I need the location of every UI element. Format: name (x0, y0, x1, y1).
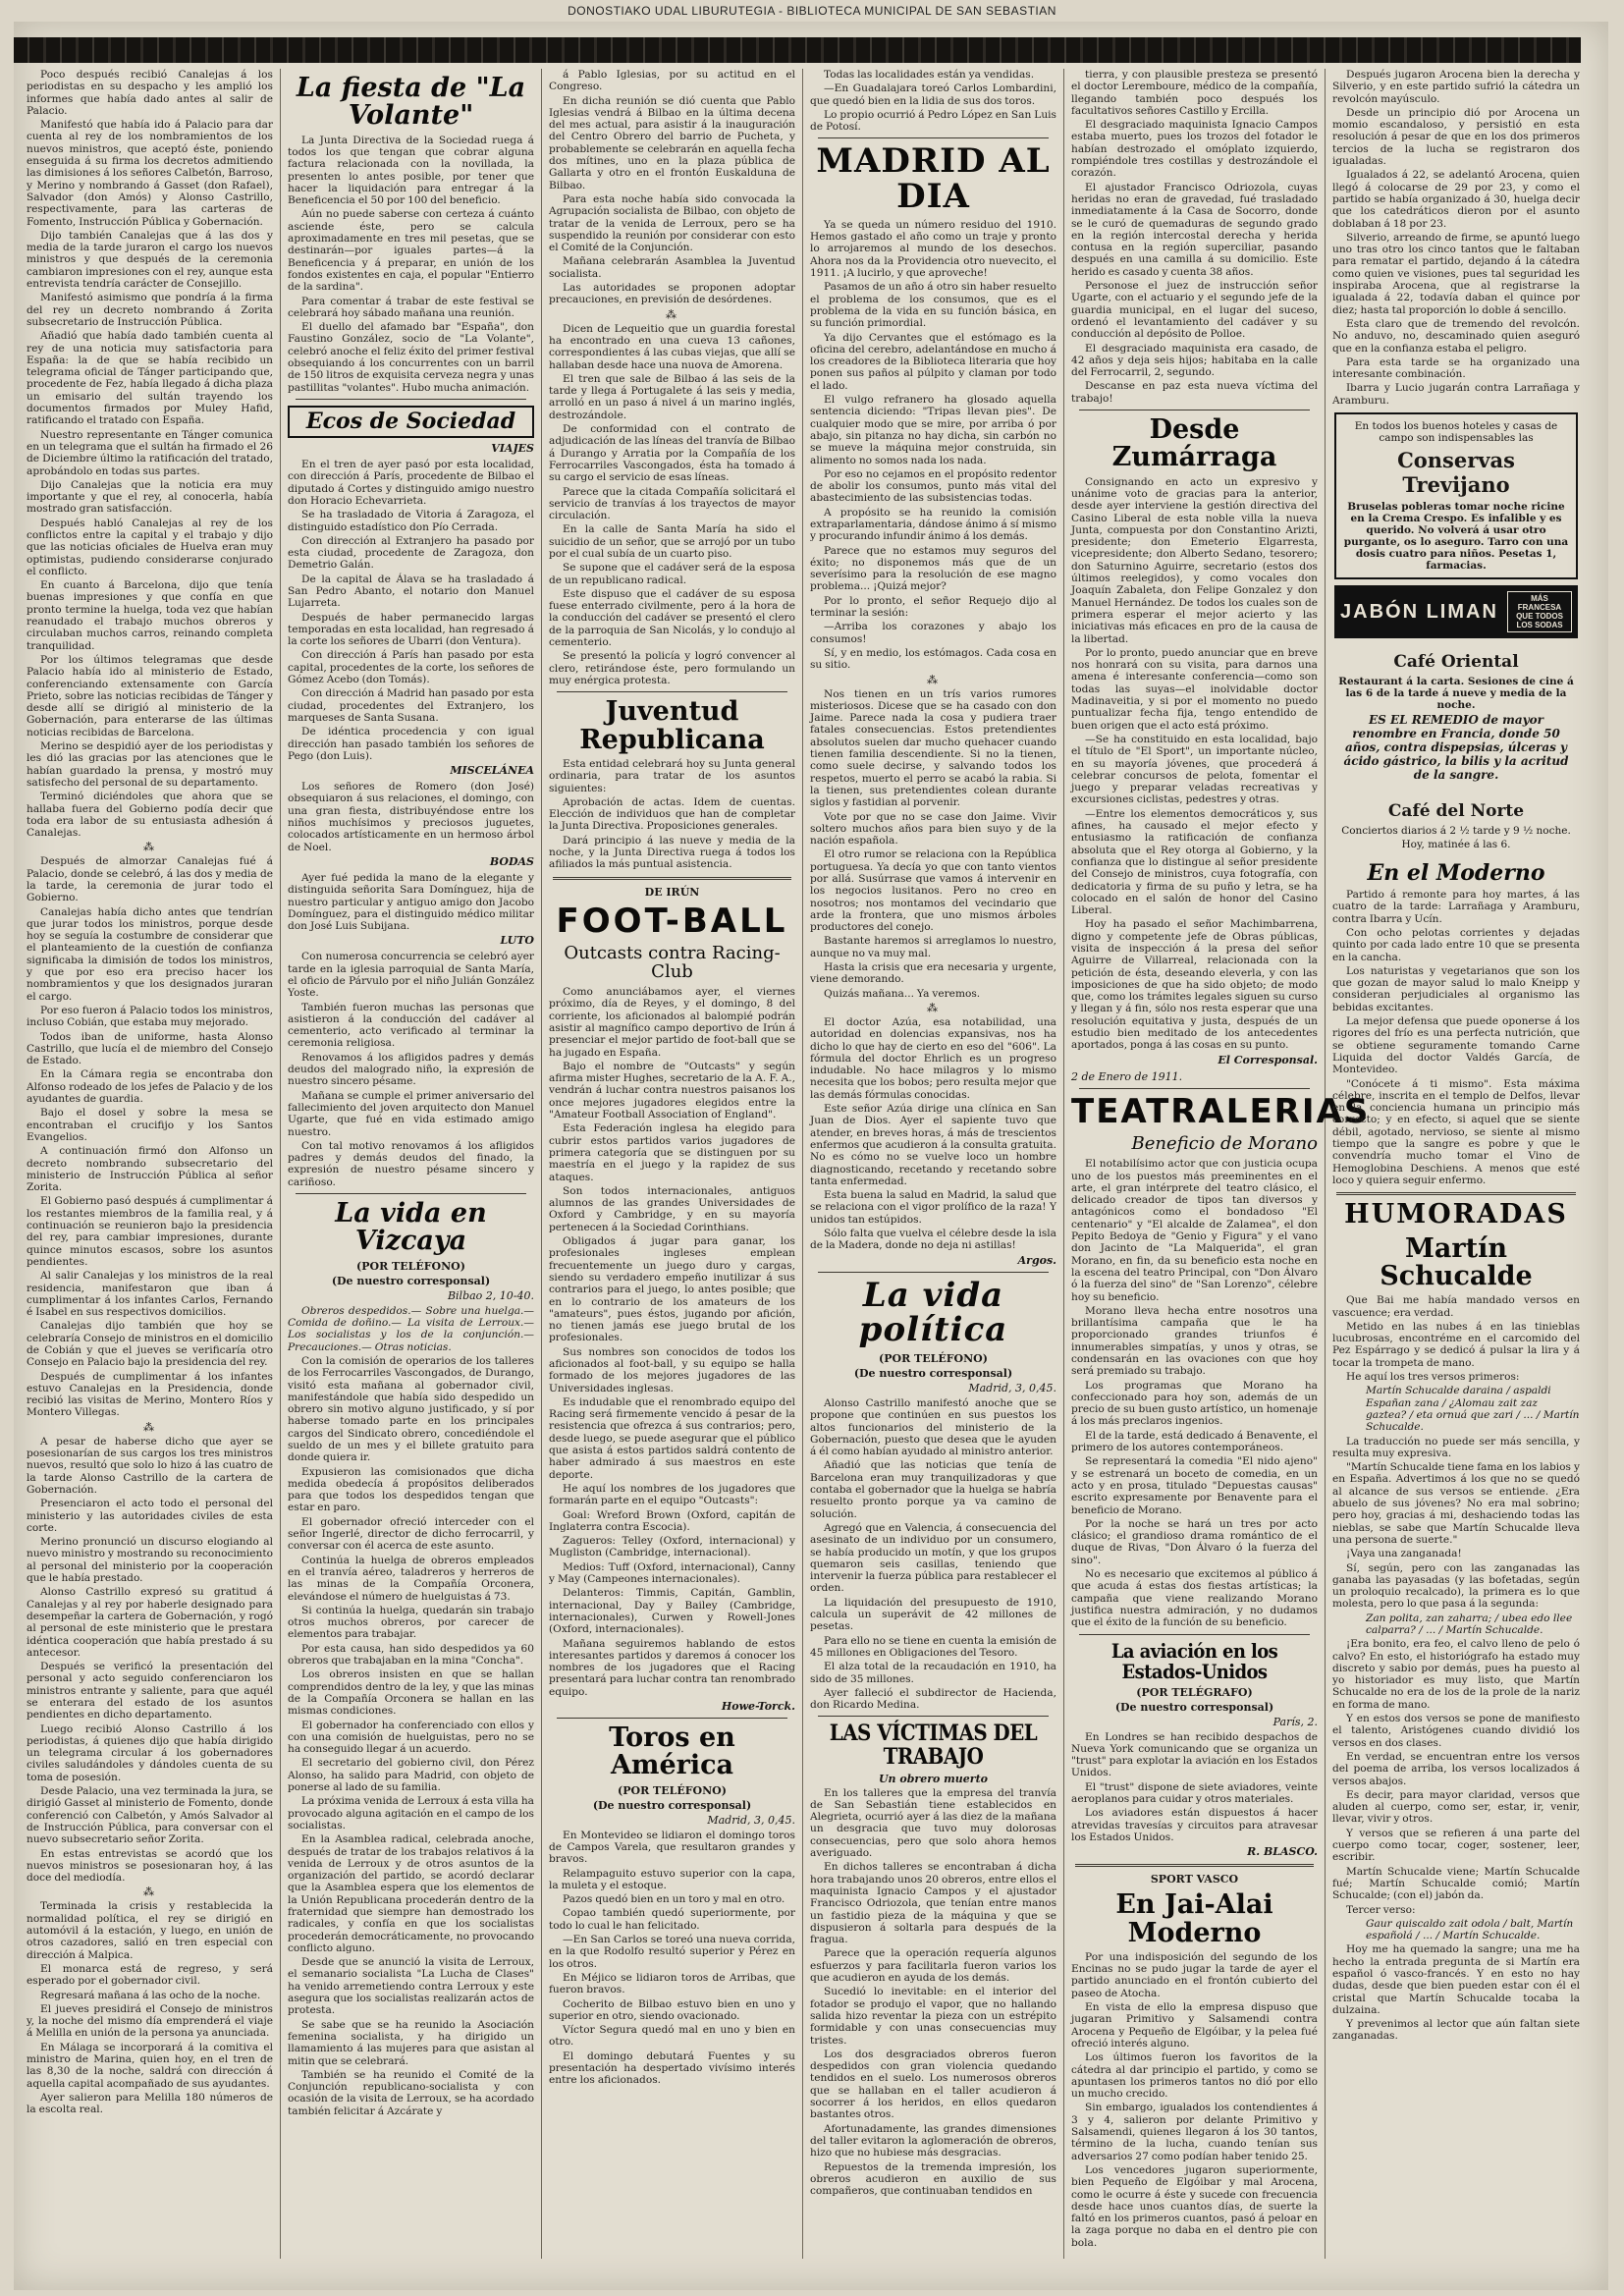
signature: Howe-Torck. (721, 1700, 795, 1713)
paragraph: Sucedió lo inevitable: en el interior del fotador se produjo el vapor, que no hallando salida hizo reventar la pieza con un estrépito formidable y con unas consecuencias muy tristes. (810, 1986, 1056, 2047)
headline-jai-alai-moderno: En Jai-Alai Moderno (1115, 1889, 1273, 1948)
subhead: (POR TELÉFONO) (356, 1259, 465, 1273)
paragraph: Esta entidad celebrará hoy su Junta general ordinaria, para tratar de los asuntos siguientes: (549, 757, 795, 794)
headline-aviacion-estados-unidos: La aviación en los Estados-Unidos (1110, 1638, 1278, 1683)
paragraph: Renovamos á los afligidos padres y demás deudos del malogrado niño, la expresión de nuestro sincero pésame. (288, 1051, 534, 1088)
paragraph: Se supone que el cadáver será de la esposa de un republicano radical. (549, 562, 795, 586)
paragraph: "Conócete á ti mismo". Esta máxima célebre, inscrita en el templo de Delfos, llevar en la conciencia humana un principio más correcto; y en efecto, si aquel que se siente débil, agotado, nervioso, se siente al mismo tiempo que la sangre es pobre y que le convendría mucho tomar el Vino de Hemoglobina Deschiens. A menos que esté loco y quiera seguir enfermo. (1332, 1077, 1580, 1186)
paragraph: Los naturistas y vegetarianos que son los que gozan de mayor salud lo malo Kneipp y consideran perjudiciales al organismo las bebidas excitantes. (1332, 964, 1580, 1013)
paragraph: El secretario del gobierno civil, don Pérez Alonso, ha salido para Madrid, con objeto de ponerse al lado de su familia. (288, 1757, 534, 1794)
headline-en-el-moderno: En el Moderno (1367, 860, 1545, 887)
paragraph: Hasta la crisis que era necesaria y urgente, viene demorando. (810, 961, 1056, 986)
paragraph: Bastante haremos si arreglamos lo nuestro, aunque no va muy mal. (810, 935, 1056, 959)
paragraph: En Málaga se incorporará á la comitiva el ministro de Marina, quien hoy, en el tren de las 8,30 de la noche, saldrá con dirección á aquella capital acompañado de sus ayudantes. (27, 2041, 273, 2090)
paragraph: En Montevideo se lidiaron el domingo toros de Campos Varela, que resultaron grandes y bravos. (549, 1829, 795, 1866)
paragraph: Hoy ha pasado el señor Machimbarrena, digno y competente jefe de Obras públicas, visita de inspección á la presa del señor Aguirre de Villarreal, relacionada con la petición de ésta, deseando eleverla, y con las imposiciones de que ha sido objeto; de modo que, como los trámites legales siguen su curso y llegan y á fin, sólo nos resta esperar que una resolución equitativa y justa, después de un estudio bien meditado de los antecedentes aportados, ponga á las cosas en su punto. (1071, 918, 1318, 1052)
divider (296, 1193, 526, 1194)
paragraph: El doctor Azúa, esa notabilidad, una autoridad en dolencias expansivas, nos ha dicho lo que hay de cierto en eso del "606". La fórmula del doctor Ehrlich es un progreso indudable. No hace milagros y lo mismo necesita que los bobos; pero resulta mejor que las demás fórmulas conocidas. (810, 1015, 1056, 1101)
ad-text: Hoy, matinée á las 6. (1401, 839, 1511, 851)
paragraph: Metido en las nubes á en las tinieblas lucubrosas, encontréme en el carcomido del Pez Espárrago y se dedicó á pulsar la lira y á tocar la trompeta de mano. (1332, 1320, 1580, 1369)
section-label: BODAS (489, 854, 534, 868)
paragraph: Con tal motivo renovamos á los afligidos padres y demás deudos del finado, la expresión de nuestro pésame sincero y cariñoso. (288, 1139, 534, 1188)
paragraph: Después de almorzar Canalejas fué á Palacio, donde se celebró, á las dos y media de la tarde, la ceremonia de jurar todo el Gobierno. (27, 855, 273, 904)
paragraph: Con dirección á París han pasado por esta capital, procedentes de la corte, los señores de Gómez Acebo (don Tomás). (288, 649, 534, 686)
paragraph: Canalejas dijo también que hoy se celebraría Consejo de ministros en el domicilio de Cobián y que el jueves se verificaría otro Consejo en Palacio bajo la presidencia del rey. (27, 1320, 273, 1369)
paragraph: Por la noche se hará un tres por acto clásico; el grandioso drama romántico de el duque de Rivas, "Don Álvaro ó la fuerza del sino". (1071, 1517, 1318, 1566)
paragraph: El domingo debutará Fuentes y su presentación ha despertado vivísimo interés entre los aficionados. (549, 2050, 795, 2087)
paragraph: Con dirección al Extranjero ha pasado por esta ciudad, procedente de Zaragoza, don Demetrio Galán. (288, 534, 534, 572)
headline-desde-zumarraga: Desde Zumárraga (1111, 414, 1277, 473)
ornament: ⁂ (666, 307, 678, 321)
paragraph: Sí, y en medio, los estómagos. Cada cosa en su sitio. (810, 646, 1056, 672)
divider (296, 399, 526, 400)
headline-juventud-republicana: Juventud Republicana (579, 696, 765, 755)
subhead: (De nuestro corresponsal) (1114, 1700, 1274, 1714)
column-1 (20, 69, 281, 2259)
paragraph: También se ha reunido el Comité de la Conjunción republicano-socialista y con ocasión de la visita de Lerroux, se ha acordado también felicitar á Azcárate y (288, 2068, 534, 2117)
paragraph: Silverio, arreando de firme, se apuntó luego uno tras otro los cinco tantos que le faltaban para rematar el partido, dejando á la cátedra como quien ve visiones, pues tal seguridad les inspiraba Arocena, que al registrarse la igualada á 22, todavía daban el quince por diez; hasta tal proporción lo doble á sencillo. (1332, 231, 1580, 316)
paragraph: Con ocho pelotas corrientes y dejadas quinto por cada lado entre 10 que se presenta en la cancha. (1332, 927, 1580, 963)
paragraph: Para comentar á trabar de este festival se celebrará hoy sábado mañana una reunión. (288, 295, 534, 319)
kicker: SPORT VASCO (1150, 1873, 1239, 1886)
paragraph: Copao también quedó superiormente, por todo lo cual le han felicitado. (549, 1907, 795, 1932)
paragraph: Desde que se anunció la visita de Lerroux, el semanario socialista "La Lucha de Clases" ha venido arremetiendo contra Lerroux y este asegura que los socialistas realizarán actos de protesta. (288, 1956, 534, 2017)
paragraph: Ayer salieron para Melilla 180 números de la escolta real. (27, 2091, 273, 2116)
signature: Argos. (1017, 1253, 1056, 1267)
paragraph: Y en estos dos versos se pone de manifiesto el talento, Aristógenes cuando dividió los versos en dos clases. (1332, 1713, 1580, 1749)
paragraph: El "trust" dispone de siete aviadores, veinte aeroplanos para cuidar y otros materiales. (1071, 1780, 1318, 1805)
paragraph: El desgraciado maquinista era casado, de 42 años y deja seis hijos; habitaba en la calle del Ferrocarril, 2, segundo. (1071, 342, 1318, 379)
subhead-beneficio-morano: Beneficio de Morano (1131, 1133, 1318, 1155)
ornament: ⁂ (927, 673, 940, 686)
paragraph: Los dos desgraciados obreros fueron despedidos con gran violencia quedando tendidos en el suelo. Los numerosos obreros que se hallaban en el taller acudieron á socorrer á los heridos, en ellos quedaron bastantes otros. (810, 2048, 1056, 2121)
divider (553, 877, 791, 880)
headline-ecos-de-sociedad: Ecos de Sociedad (288, 406, 534, 438)
paragraph: En dichos talleres se encontraban á dicha hora trabajando unos 20 obreros, entre ellos el maquinista Ignacio Campos y el ajustador Francisco Odriozola, que tenían entre manos un fastidio pieza de la máquina y que se dispusieron á soltarla para después de la fragua. (810, 1861, 1056, 1946)
paragraph: En vista de ello la empresa dispuso que jugaran Primitivo y Salsamendi contra Arocena y Pequeño de Elgóibar, y la pelea fué ofreció interés alguno. (1071, 2001, 1318, 2050)
paragraph: Los últimos fueron los favoritos de la cátedra al dar principio el partido, y como se apuntasen los primeros tantos no dió por ello un mucho crecido. (1071, 2051, 1318, 2101)
paragraph: Por los últimos telegramas que desde Palacio había ido al ministerio de Estado, conferenciando extensamente con García Prieto, sobre las noticias recibidas de Tánger y desde allí se dirigió al ministerio de la Gobernación, para enterarse de las últimas noticias recibidas de Barcelona. (27, 653, 273, 738)
masthead-rule (14, 37, 1581, 63)
paragraph: Por lo pronto, el señor Requejo dijo al terminar la sesión: (810, 594, 1056, 620)
ad-title: Café del Norte (1387, 801, 1525, 822)
paragraph: Se representará la comedia "El nido ajeno" y se estrenará un boceto de comedia, en un acto y en prosa, titulado "Depuestas causas" escrito expresamente por Benavente para el beneficio de Morano. (1071, 1455, 1318, 1516)
paragraph: Merino se despidió ayer de los periodistas y les dió las gracias por las atenciones que le habían guardado la prensa, y mostró muy satisfecho del personal de su departamento. (27, 740, 273, 789)
signature: R. BLASCO. (1247, 1845, 1318, 1859)
signature: El Corresponsal. (1218, 1053, 1318, 1066)
ornament: ⁂ (143, 1420, 156, 1434)
paragraph: Ya dijo Cervantes que el estómago es la oficina del cerebro, adelantándose en mucho á los creadores de la Biblioteca literaria que hoy ponen sus paños al púlpito y claman por todo el lado. (810, 331, 1056, 392)
paragraph: Martín Schucalde viene; Martín Schucalde fué; Martín Schucalde comió; Martín Schucalde; (con el) jabón da. (1332, 1865, 1580, 1902)
section-label: MISCELÁNEA (450, 764, 534, 778)
paragraph: Zagueros: Telley (Oxford, internacional) y Mugliston (Cambridge, internacional). (549, 1535, 795, 1559)
kicker: DE IRÚN (644, 885, 700, 899)
divider (1079, 1088, 1310, 1089)
paragraph: Sólo falta que vuelva el célebre desde la isla de la Madera, donde no deja ni astillas! (810, 1228, 1056, 1252)
divider (1079, 1634, 1310, 1635)
column-5 (1064, 69, 1371, 2259)
paragraph: El gobernador ha conferenciado con ellos y con una comisión de huelguistas, pero no se ha conseguido llegar á un acuerdo. (288, 1719, 534, 1756)
paragraph: Parece que la citada Compañía solicitará el servicio de tranvías á los trayectos de mayor circulación. (549, 485, 795, 522)
paragraph: Después de cumplimentar á los infantes estuvo Canalejas en la Presidencia, donde recibió las visitas de Merino, Montero Ríos y Montero Villegas. (27, 1370, 273, 1419)
paragraph: En dicha reunión se dió cuenta que Pablo Iglesias vendrá á Bilbao en la última decena del mes actual, para asistir á la inauguración del Centro Obrero del barrio de Pucheta, y probablemente se celebrarán en aquella fecha dos mítines, uno en la plaza pública de Gallarta y otro en el frontón Euskalduna de Bilbao. (549, 94, 795, 191)
paragraph: Vote por que no se case don Jaime. Vivir soltero muchos años para bien suyo y de la nación española. (810, 810, 1056, 847)
library-header: DONOSTIAKO UDAL LIBURUTEGIA - BIBLIOTECA MUNICIPAL DE SAN SEBASTIAN (568, 4, 1056, 18)
paragraph: Son todos internacionales, antiguos alumnos de las grandes Universidades de Oxford y Cambridge, y en su mayoría pertenecen á la Sociedad Corinthians. (549, 1184, 795, 1233)
divider (818, 1272, 1049, 1273)
paragraph: He aquí los nombres de los jugadores que formarán parte en el equipo "Outcasts": (549, 1482, 795, 1507)
paragraph: En Méjico se lidiaron toros de Arribas, que fueron bravos. (549, 1971, 795, 1996)
paragraph: Aprobación de actas. Idem de cuentas. Elección de individuos que han de completar la Junta Directiva. Proposiciones generales. (549, 795, 795, 833)
paragraph: Delanteros: Timmis, Capitán, Gamblin, internacional, Day y Bailey (Cambridge, internacionales), Curwen y Rowell-Jones (Oxford, internacionales). (549, 1587, 795, 1636)
divider (818, 137, 1049, 138)
headline-la-volante: La fiesta de "La Volante" (296, 73, 526, 132)
paragraph: Esta claro que de tremendo del revolcón. No anduvo, no, descaminado quien aseguró que en la confianza estaba el peligro. (1332, 317, 1580, 355)
paragraph: Para ello no se tiene en cuenta la emisión de 45 millones en Obligaciones del Tesoro. (810, 1634, 1056, 1659)
paragraph: Se ha trasladado de Vitoria á Zaragoza, el distinguido estadístico don Pío Cerrada. (288, 509, 534, 533)
paragraph: Esta Federación inglesa ha elegido para cubrir estos partidos varios jugadores de primera categoría que se distinguen por su maestría en el juego y la rapidez de sus ataques. (549, 1122, 795, 1183)
paragraph: La Junta Directiva de la Sociedad ruega á todos los que tengan que cobrar alguna factura relacionada con la novillada, la presenten lo antes posible, por tener que hacer la liquidación para entregar á la Beneficencia el 50 por 100 del beneficio. (288, 134, 534, 207)
paragraph: El de la tarde, está dedicado á Benavente, el primero de los autores contemporáneos. (1071, 1429, 1318, 1454)
paragraph: Mañana se cumple el primer aniversario del fallecimiento del joven arquitecto don Manuel Ugarte, que fué en vida estimado amigo nuestro. (288, 1089, 534, 1138)
paragraph: A continuación firmó don Alfonso un decreto nombrando subsecretario del ministerio de Instrucción Pública al señor Zorita. (27, 1145, 273, 1194)
section-label: LUTO (500, 934, 534, 948)
paragraph: El duello del afamado bar "España", don Faustino González, socio de "La Volante", celebró anoche el feliz éxito del primer festival obsequiando á los concurrentes con un barril de 150 litros de exquisita cerveza negra y unas pastillitas "volantes". Hubo mucha animación. (288, 321, 534, 394)
headline-humoradas: HUMORADAS (1344, 1199, 1568, 1230)
paragraph: Este dispuso que el cadáver de su esposa fuese enterrado civilmente, pero á la hora de la conducción del cadáver se presentó el clero de la parroquia de San Nicolás, y lo condujo al cementerio. (549, 587, 795, 649)
paragraph: La próxima venida de Lerroux á esta villa ha provocado alguna agitación en el campo de los socialistas. (288, 1795, 534, 1831)
ad-text: ES EL REMEDIO de mayor renombre en Francia, donde 50 años, contra dispepsias, úlceras y ácido gástrico, la bilis y la acritud de la sangre. (1343, 713, 1569, 783)
ad-title: Café Oriental (1393, 652, 1519, 673)
paragraph: De la capital de Álava se ha trasladado á San Pedro Abanto, el notario don Manuel Lujarreta. (288, 573, 534, 610)
paragraph: Al salir Canalejas y los ministros de la real residencia, manifestaron que iban á cumplimentar á los infantes Carlos, Fernando é Isabel en sus respectivos domicilios. (27, 1270, 273, 1319)
paragraph: "Martín Schucalde tiene fama en los labios y en España. Advertimos á los que no se quedó al alcance de sus versos se entiende. ¿Era abuelo de sus jóvenes? No era mal sobrino; pero hoy, gracias á mi, deshaciendo todas las nieblas, se sabe que Martín Schucalde lleva una persona de suerte." (1332, 1461, 1580, 1546)
paragraph: Agregó que en Valencia, á consecuencia del asesinato de un individuo por un consumero, se había producido un motín, y que los grupos quemaron seis casillas, teniendo que intervenir la fuerza pública para restablecer el orden. (810, 1521, 1056, 1595)
paragraph: También fueron muchas las personas que asistieron á la conducción del cadáver al cementerio, acto verificado al terminar la ceremonia religiosa. (288, 1001, 534, 1050)
verse: Gaur quiscaldo zait odola / balt, Martín españolá / ... / Martín Schucalde. (1366, 1917, 1574, 1942)
paragraph: Desde Palacio, una vez terminada la jura, se dirigió Gasset al ministerio de Fomento, donde conferenció con Calbetón, y Amós Salvador al de Instrucción Pública, para conversar con el nuevo subsecretario señor Zorita. (27, 1785, 273, 1846)
paragraph: El jueves presidirá el Consejo de ministros y, la noche del mismo día emprenderá el viaje á Melilla en unión de la persona ya anunciada. (27, 2002, 273, 2040)
article-columns (20, 69, 1589, 2259)
paragraph: Después jugaron Arocena bien la derecha y Silverio, y en este partido sufrió la cátedra un revolcón mayúsculo. (1332, 69, 1580, 105)
paragraph: —En Guadalajara toreó Carlos Lombardini, que quedó bien en la lidia de sus dos toros. (810, 82, 1056, 107)
paragraph: En los talleres que la empresa del tranvía de San Sebastián tiene establecidos en Alegrieta, ocurrió ayer á las diez de la mañana un desgracia que tuvo muy dolorosas consecuencias, pero que solo ahora hemos averiguado. (810, 1786, 1056, 1860)
paragraph: Repuestos de la tremenda impresión, los obreros acudieron en auxilio de sus compañeros, que continuaban tendidos en (810, 2160, 1056, 2198)
advertisement-jabon-liman (1334, 585, 1578, 638)
paragraph: A propósito se ha reunido la comisión extraparlamentaria, dándose ánimo á sí mismo y procurando infundir ánimo á los demás. (810, 506, 1056, 543)
paragraph: Y prevenimos al lector que aún faltan siete zanganadas. (1332, 2018, 1580, 2043)
headline-madrid-al-dia: MADRID AL DIA (816, 141, 1051, 217)
paragraph: En el tren de ayer pasó por esta localidad, con dirección á París, procedente de Bilbao el diputado á Cortes y distinguido amigo nuestro don Horacio Echevarrieta. (288, 459, 534, 507)
paragraph: Los obreros insisten en que se hallan comprendidos dentro de la ley, y que las minas de la Compañía Orconera se hallan en las mismas condiciones. (288, 1668, 534, 1718)
paragraph: Bajo el dosel y sobre la mesa se encontraban el crucifijo y los Santos Evangelios. (27, 1107, 273, 1143)
paragraph: El notabilísimo actor que con justicia ocupa uno de los puestos más preeminentes en el arte, el gran intérprete del teatro clásico, el delicado creador de tipos tan diversos y antagónicos como el bondadoso "El centenario" y "El alcalde de Zalamea", el don Pepito Bedoya de "Genio y Figura" y el vano don Jacinto de "La Malquerida", el gran Morano, en fin, da su beneficio esta noche en la escena del teatro Principal, con "Don Álvaro ó la fuerza del sino" de "San Lorenzo", célebre hoy su beneficio. (1071, 1158, 1318, 1303)
ad-text: En todos los buenos hoteles y casas de campo son indispensables las (1354, 420, 1558, 445)
ornament: ⁂ (927, 1001, 940, 1014)
headline-teatralerias: TEATRALERIAS (1071, 1091, 1371, 1131)
paragraph: Ya se queda un número residuo del 1910. Hemos gastado el año como un traje y pronto lo arrojaremos al mundo de los desechos. Ahora nos da la Providencia otro nuevecito, el 1911. ¡A lucirlo, y que aproveche! (810, 218, 1056, 280)
paragraph: —En San Carlos se toreó una nueva corrida, en la que Rodolfo resultó superior y Pérez en los otros. (549, 1934, 795, 1970)
ornament: ⁂ (143, 841, 156, 854)
paragraph: La mejor defensa que puede oponerse á los rigores del frío es una perfecta nutrición, que se obtiene seguramente tomando Carne Liquida del doctor Valdés García, de Montevideo. (1332, 1015, 1580, 1076)
paragraph: Aún no puede saberse con certeza á cuánto asciende éste, pero se calcula aproximadamente en tres mil pesetas, que se destinarán—por iguales partes—á la Beneficencia y á preparar, en unión de los fondos existentes en caja, el popular "Entierro de la sardina". (288, 208, 534, 294)
paragraph: Obligados á jugar para ganar, los profesionales ingleses emplean frecuentemente un juego duro y cargas, siendo su verdadero empeño inutilizar á sus contrarios para el juego, lo antes posible; que en lo contrario de los amateurs de los "amateurs", pues éstos, jugando por afición, no tienen jamás ese juego brutal de los profesionales. (549, 1235, 795, 1344)
paragraph: Obreros despedidos.— Sobre una huelga.— Comida de doñino.— La visita de Lerroux.— Los socialistas y los de la conjunción.— Precauciones.— Otras noticias. (288, 1304, 534, 1353)
paragraph: Nuestro representante en Tánger comunica en un telegrama que el sultán ha firmado el 26 de Diciembre último la ratificación del tratado, aprobándolo en todas sus partes. (27, 428, 273, 477)
paragraph: Con la comisión de operarios de los talleres de los Ferrocarriles Vascongados, de Durango, visitó esta mañana al gobernador civil, manifestándole que había sido despedido un obrero sin motivo alguno justificado, y sí por haberse tomado parte en los principales cargos del Sindicato obrero, concediéndole el sueldo de un mes y el billete gratuito para donde quiera ir. (288, 1354, 534, 1464)
column-2 (281, 69, 542, 2259)
headline-foot-ball: FOOT-BALL (556, 901, 788, 941)
subhead: (POR TELÉFONO) (879, 1351, 988, 1365)
headline-martin-schucalde: Martín Schucalde (1380, 1232, 1533, 1291)
paragraph: Bajo el nombre de "Outcasts" y según afirma mister Hughes, secretario de la A. F. A., vendrán á luchar contra nuestros paisanos los once mejores jugadores elegidos entre la "Amateur Football Association of England". (549, 1060, 795, 1121)
dateline: Madrid, 3, 0,45. (707, 1813, 795, 1827)
paragraph: Manifestó asimismo que pondría á la firma del rey un decreto nombrando á Zorita subsecretario de Instrucción Pública. (27, 292, 273, 328)
paragraph: El monarca está de regreso, y será esperado por el gobernador civil. (27, 1962, 273, 1988)
paragraph: Se presentó la policía y logró convencer al clero, retirándose éste, pero formulando un muy enérgica protesta. (549, 650, 795, 686)
subhead-outcasts: Outcasts contra Racing-Club (564, 943, 781, 983)
paragraph: Ibarra y Lucio jugarán contra Larrañaga y Aramburu. (1332, 382, 1580, 407)
paragraph: El gobernador ofreció interceder con el señor Ingerlé, director de dicho ferrocarril, y conversar con él acerca de este asunto. (288, 1515, 534, 1553)
paragraph: Relampaguito estuvo superior con la capa, la muleta y el estoque. (549, 1867, 795, 1891)
ad-text: MÁS FRANCESA QUE TODOS LOS SODAS (1507, 591, 1572, 632)
paragraph: Mañana seguiremos hablando de estos interesantes partidos y daremos á conocer los nombres de los jugadores que el Racing presentará para luchar contra tan renombrado equipo. (549, 1637, 795, 1698)
paragraph: Después de haber permanecido largas temporadas en esta localidad, han regresado á la corte los señores de Ubarri (don Ventura). (288, 611, 534, 648)
paragraph: El otro rumor se relaciona con la República portuguesa. Ya decía yo que con tanto vientos por allá. Susúrrase que vamos á intervenir en los negocios lusitanos. Pero no creo en nosotros; nos montamos del vecindario que arde la frontera, que uno mismos árboles productores del conejo. (810, 848, 1056, 934)
divider (1075, 1864, 1314, 1867)
paragraph: De idéntica procedencia y con igual dirección han pasado también los señores de Pego (don Luis). (288, 726, 534, 762)
paragraph: Los programas que Morano ha confeccionado para hoy son, además de un precio de su buen gusto artístico, un homenaje á los más preclaros ingenios. (1071, 1379, 1318, 1428)
headline-la-vida-politica: La vida política (858, 1275, 1008, 1350)
paragraph: Por lo pronto, puedo anunciar que en breve nos honrará con su visita, para darnos una amena é interesante conferencia—como son todas las suyas—el inolvidable doctor Madinaveitia, y si por el momento no puedo puntualizar fecha fija, tengo entendido de buen origen que el acto está próximo. (1071, 646, 1318, 732)
paragraph: El alza total de la recaudación en 1910, ha sido de 35 millones. (810, 1661, 1056, 1685)
divider (818, 1716, 1049, 1717)
subhead: Un obrero muerto (878, 1772, 989, 1785)
paragraph: Como anunciábamos ayer, el viernes próximo, día de Reyes, y el domingo, 8 del corriente, los aficionados al balompié podrán asistir al magnífico campo deportivo de Irún á presenciar el mejor partido de foot-ball que se ha jugado en España. (549, 986, 795, 1059)
paragraph: La traducción no puede ser más sencilla, y resulta muy expresiva. (1332, 1435, 1580, 1459)
paragraph: En la Asamblea radical, celebrada anoche, después de tratar de los trabajos relativos á la venida de Lerroux y de otros asuntos de la organización del partido, se acordó declarar que la Asamblea espera que los elementos de la Unión Republicana procederán dentro de la fraternidad que siempre han demostrado los radicales, y confía en que los socialistas procederán democráticamente, no provocando conflicto alguno. (288, 1833, 534, 1954)
paragraph: No es necesario que excitemos al público á que acuda á estas dos fiestas artísticas; la campaña que viene realizando Morano justifica nuestra admiración, y no dudamos que el éxito de la función de su beneficio. (1071, 1568, 1318, 1629)
paragraph: Luego recibió Alonso Castrillo á los periodistas, á quienes dijo que había dirigido un telegrama circular á los gobernadores civiles saludándoles y dándoles cuenta de su toma de posesión. (27, 1722, 273, 1783)
paragraph: Afortunadamente, las grandes dimensiones del taller evitaron la aglomeración de obreros, hizo que no hubiese más desgracias. (810, 2122, 1056, 2159)
paragraph: Este señor Azúa dirige una clínica en San Juan de Dios. Ayer el sapiente tuvo que atender, en breves horas, á más de trescientos enfermos que acudieron á la consulta gratuita. No es cómo no se vuelve loco un hombre diagnosticando, recetando y recetando sobre tanta enfermedad. (810, 1103, 1056, 1187)
subhead: (De nuestro corresponsal) (331, 1274, 491, 1287)
paragraph: Pasamos de un año á otro sin haber resuelto el problema de los consumos, que es el problema de la vida en su función básica, en su función primordial. (810, 281, 1056, 330)
ad-title: Conservas Trevijano (1397, 448, 1515, 498)
paragraph: Partido á remonte para hoy martes, á las cuatro de la tarde: Larrañaga y Aramburu, contra Ibarra y Ucín. (1332, 889, 1580, 925)
divider (557, 691, 787, 692)
paragraph: Cocherito de Bilbao estuvo bien en uno y superior en otro, siendo ovacionado. (549, 1997, 795, 2022)
paragraph: Alonso Castrillo expresó su gratitud á Canalejas y al rey por haberle designado para desempeñar la cartera de Gobernación, y rogó al personal de este ministerio que le prestara idéntica cooperación que había prestado á su antecesor. (27, 1586, 273, 1659)
paragraph: El tren que sale de Bilbao á las seis de la tarde y llega á Portugalete á las seis y media, arrolló en un paso á nivel á un marino inglés, destrozándole. (549, 372, 795, 421)
paragraph: Por eso fueron á Palacio todos los ministros, incluso Cobián, que estaba muy mejorado. (27, 1004, 273, 1029)
paragraph: Morano lleva hecha entre nosotros una brillantísima campaña que le ha proporcionado grandes triunfos é innumerables simpatías, y unos y otras, se condensarán en las ovaciones con que hoy será premiado su trabajo. (1071, 1304, 1318, 1378)
subhead: (De nuestro corresponsal) (853, 1366, 1013, 1380)
paragraph: Medios: Tuff (Oxford, internacional), Canny y May (Campeones internacionales). (549, 1560, 795, 1586)
paragraph: Igualados á 22, se adelantó Arocena, quien llegó á colocarse de 29 por 23, y como el partido se había organizado á 30, huelga decir que los catedráticos dieron por el asunto doblaban á 18 por 23. (1332, 169, 1580, 230)
paragraph: Desde un principio dió por Arocena un momio escandaloso, y persistió en esta resolución á pesar de que en los dos primeros tercios de la lucha se registraron dos igualadas. (1332, 106, 1580, 168)
column-3 (542, 69, 803, 2259)
verse: Zan polita, zan zaharra; / ubea edo llee calparra? / ... / Martín Schucalde. (1366, 1612, 1573, 1636)
paragraph: tierra, y con plausible presteza se presentó el doctor Leremboure, médico de la compañía, llegando también poco después los facultativos señores Castillo y Ercilla. (1071, 69, 1318, 117)
paragraph: Terminó diciéndoles que ahora que se hallaba fuera del Gobierno podía decir que toda era labor de su entusiasta adhesión á Canalejas. (27, 791, 273, 840)
paragraph: Las autoridades se proponen adoptar precauciones, en previsión de desórdenes. (549, 282, 795, 306)
paragraph: Canalejas había dicho antes que tendrían que jurar todos los ministros, porque desde hoy se seguía la costumbre de considerar que el planteamiento de la cuestión de confianza significaba la dimisión de todos los ministros, y que por eso era preciso hacer los nombramientos y que los designados juraran el cargo. (27, 905, 273, 1003)
ad-text: Bruselas pobleras tomar noche ricine en la Crema Crespo. Es infalible y es querido. No volverá á usar otro purgante, os lo aseguro. Tarro con una dosis cuatro para niños. Pesetas 1, farmacias. (1343, 501, 1569, 573)
paragraph: Mañana celebrarán Asamblea la Juventud socialista. (549, 255, 795, 280)
dateline: 2 de Enero de 1911. (1071, 1069, 1183, 1083)
paragraph: Nos tienen en un trís varios rumores misteriosos. Dicese que se ha casado con don Jaime. Parece nada la cosa y pudiera traer fatales consecuencias. Estos pretendientes absolutos suelen dar mucho quehacer cuando tienen familia descendiente. Si no la tienen, como suele decirse, y salvando todos los respetos, muerto el perro se acabó la rabia. Si la tienen, sus pretendientes colean durante siglos y fastidian al porvenir. (810, 687, 1056, 809)
paragraph: Dijo Canalejas que la noticia era muy importante y que el rey, al conocerla, había mostrado gran satisfacción. (27, 478, 273, 516)
subhead: (POR TELÉGRAFO) (1136, 1685, 1253, 1699)
paragraph: He aquí los tres versos primeros: (1346, 1371, 1520, 1384)
paragraph: Los aviadores están dispuestos á hacer atrevidas travesías y circuitos para atravesar los Estados Unidos. (1071, 1807, 1318, 1843)
paragraph: Manifestó que había ido á Palacio para dar cuenta al rey de los nombramientos de los nuevos ministros, que aceptó éste, poniendo enseguida á su firma los decretos admitiendo las dimisiones á los señores Calbetón, Barroso, y Merino y nombrando á Gasset (don Rafael), Salvador (don Amós) y Alonso Castrillo, respectivamente, para las carteras de Fomento, Instrucción Pública y Gobernación. (27, 119, 273, 228)
paragraph: á Pablo Iglesias, por su actitud en el Congreso. (549, 69, 795, 93)
ornament: ⁂ (143, 1886, 156, 1899)
verse: Martín Schucalde daraina / aspaldi Españan zana / ¿Alomau zait zaz gaztea? / eta ornuá que zari / ... / Martín Schucalde. (1366, 1385, 1580, 1434)
paragraph: La liquidación del presupuesto de 1910, calcula un superávit de 42 millones de pesetas. (810, 1596, 1056, 1633)
paragraph: Expusieron las comisionados que dicha medida obedecía á propósitos deliberados para que todos los despedidos tengan que estar en paro. (288, 1465, 534, 1514)
paragraph: Con dirección á Madrid han pasado por esta ciudad, procedentes del Extranjero, los marqueses de Santa Susana. (288, 687, 534, 724)
paragraph: Después se verificó la presentación del personal y acto seguido conferenciaron los ministros entrante y saliente, para que aquél se enterara del estado de los asuntos pendientes en dicho departamento. (27, 1661, 273, 1722)
section-label: VIAJES (491, 442, 534, 456)
paragraph: Si continúa la huelga, quedarán sin trabajo otros muchos obreros, por carecer de elementos para trabajar. (288, 1604, 534, 1641)
paragraph: Todos iban de uniforme, hasta Alonso Castrillo, que lucía el de miembro del Consejo de Estado. (27, 1030, 273, 1067)
divider (557, 1718, 787, 1719)
paragraph: Hoy me ha quemado la sangre; una me ha hecho la entrada pregunta de si Martín era español ó vasco-francés. Y en esto no hay dudas, desde que bien pueden estar con él el cristal que Martín Schucalde tocaba la dulzaina. (1332, 1943, 1580, 2016)
advertisement-cafe-del-norte (1334, 793, 1578, 856)
paragraph: —Arriba los corazones y abajo los consumos! (810, 621, 1056, 645)
paragraph: Lo propio ocurrió á Pedro López en San Luis de Potosí. (810, 108, 1056, 134)
paragraph: Es decir, para mayor claridad, versos que aluden al cuerpo, como ser, estar, ir, venir, llevar, vivir y otros. (1332, 1788, 1580, 1826)
paragraph: Terminada la crisis y restablecida la normalidad política, el rey se dirigió en automóvil á la estación, y luego, en unión de otros cazadores, salió en tren especial con dirección á Malpica. (27, 1900, 273, 1961)
advertisement-conservas-trevijano (1334, 412, 1578, 579)
paragraph: Tercer verso: (1346, 1903, 1416, 1916)
paragraph: Descanse en paz esta nueva víctima del trabajo! (1071, 380, 1318, 405)
dateline: París, 2. (1272, 1715, 1318, 1728)
paragraph: Víctor Segura quedó mal en uno y bien en otro. (549, 2024, 795, 2049)
paragraph: Por eso no cejamos en el propósito redentor de abolir los consumos, punto más vital del abastecimiento de las subsistencias todas. (810, 467, 1056, 505)
subhead: (POR TELÉFONO) (618, 1783, 727, 1797)
ad-text: Conciertos diarios á 2 ½ tarde y 9 ½ noche. (1341, 825, 1571, 838)
paragraph: Por esta causa, han sido despedidos ya 60 obreros que trabajaban en la mina "Concha". (288, 1642, 534, 1667)
paragraph: Personose el juez de instrucción señor Ugarte, con el actuario y el segundo jefe de la guardia municipal, en el lugar del suceso, ordenó el levantamiento del cadáver y su conducción al depósito de Polloe. (1071, 280, 1318, 341)
paragraph: Dará principio á las nueve y media de la noche, y la Junta Directiva ruega á todos los afiliados la más puntual asistencia. (549, 834, 795, 871)
paragraph: Ayer fué pedida la mano de la elegante y distinguida señorita Sara Domínguez, hija de nuestro particular y antiguo amigo don Jacobo Domínguez, para el distinguido médico militar don José Luis Subijana. (288, 871, 534, 933)
paragraph: Todas las localidades están ya vendidas. (824, 69, 1035, 81)
paragraph: Y versos que se refieren á una parte del cuerpo como tocar, coger, sostener, leer, escribir. (1332, 1827, 1580, 1864)
paragraph: Quizás mañana... Ya veremos. (824, 987, 981, 1000)
paragraph: El vulgo refranero ha glosado aquella sentencia diciendo: "Tripas llevan pies". De cualquier modo que se mire, por arriba ó por abajo, sin pitanza no hay dicha, sin carbón no se mueve la máquina mejor construida, sin alimento no somos nada los nada. (810, 394, 1056, 466)
paragraph: Los vencedores jugaron superiormente, bien Pequeño de Elgóibar y mal Arocena, como le ocurre á éste y sucede con frecuencia desde hace unos cuantos días, de suerte la faltó en los primeros cuantos, pasó á peloar en la zaga porque no daba en el dentro pie con bola. (1071, 2163, 1318, 2249)
column-4 (803, 69, 1064, 2259)
headline-vida-en-vizcaya: La vida en Vizcaya (335, 1198, 487, 1257)
paragraph: Consignando en acto un expresivo y unánime voto de gracias para la anterior, desde ayer interviene la gestión directiva del Casino Liberal de esta noble villa la nueva Junta, compuesta por don Constantino Arizti, presidente; don Emeterio Elgarresta, vicepresidente; don Alberto Sedano, tesorero; don Saturnino Aguirre, secretario (estos dos últimos reelegidos), y como vocales don Joaquín Zabaleta, don Felipe Gonzalez y don Manuel Hernández. De todos los cuales son de primera esperar el mejor acierto y las iniciativas más eficaces en pro de la causa de la libertad. (1071, 475, 1318, 645)
paragraph: ¡Vaya una zanganada! (1346, 1548, 1462, 1560)
paragraph: Dicen de Lequeitio que un guardia forestal ha encontrado en una cueva 13 cañones, correspondientes á las cubas viejas, que allí se hallaban desde hace una nuova de Amorena. (549, 322, 795, 371)
paragraph: Sí, según, pero con las zanganadas las ganaba las payasadas (y las bofetadas, según un proloquio recalcado), la primera es lo que molesta, pero lo que pasa á la segunda: (1332, 1561, 1580, 1611)
headline-victimas-del-trabajo: LAS VÍCTIMAS DEL TRABAJO (829, 1721, 1038, 1770)
paragraph: Los señores de Romero (don José) obsequiaron á sus relaciones, el domingo, con una gran fiesta, distribuyéndose entre los niños muchísimos y preciosos juguetes, colocados artísticamente en un hermoso árbol de Noel. (288, 781, 534, 853)
paragraph: Pazos quedó bien en un toro y mal en otro. (563, 1893, 785, 1906)
paragraph: Añadió que las noticias que tenía de Barcelona eran muy tranquilizadoras y que contaba el gobernador que la huelga se habría resuelto pronto porque ya va camino de solución. (810, 1459, 1056, 1520)
paragraph: El desgraciado maquinista Ignacio Campos estaba muerto, pues los trozos del fotador le habían destrozado el omóplato izquierdo, rompiéndole tres costillas y destrozándole el corazón. (1071, 119, 1318, 180)
advertisement-cafe-oriental (1334, 644, 1578, 788)
paragraph: Poco después recibió Canalejas á los periodistas en su despacho y les amplió los informes que había dado antes al salir de Palacio. (27, 69, 273, 117)
paragraph: Que Bai me había mandado versos en vascuence; era verdad. (1332, 1294, 1580, 1319)
paragraph: Goal: Wreford Brown (Oxford, capitán de Inglaterra contra Escocia). (549, 1508, 795, 1533)
paragraph: En Londres se han recibido despachos de Nueva York comunicando que se organiza un "trust" para explotar la aviación en los Estados Unidos. (1071, 1730, 1318, 1779)
paragraph: En la calle de Santa María ha sido el suicidio de un señor, que se arrojó por un tubo por el cual subía de un cuarto piso. (549, 523, 795, 560)
paragraph: Ayer falleció el subdirector de Hacienda, don Ricardo Medina. (810, 1686, 1056, 1712)
paragraph: Sin embargo, igualados los contendientes á 3 y 4, salieron por delante Primitivo y Salsamendi, quienes llegaron á los 30 tantos, término de la lucha, cuando tenían sus adversarios 27 como podían haber tenido 25. (1071, 2102, 1318, 2162)
paragraph: A pesar de haberse dicho que ayer se posesionarían de sus cargos los tres ministros nuevos, resultó que solo lo hizo á las cuatro de la tarde Alonso Castrillo de la cartera de Gobernación. (27, 1435, 273, 1496)
paragraph: Sus nombres son conocidos de todos los aficionados al foot-ball, y su equipo se halla formado de los mejores jugadores de las Universidades inglesas. (549, 1345, 795, 1394)
paragraph: Continúa la huelga de obreros empleados en el tranvía aéreo, taladreros y herreros de las minas de la Compañía Orconera, elevándose el número de huelguistas á 73. (288, 1554, 534, 1603)
headline-toros-en-america: Toros en América (609, 1722, 735, 1781)
paragraph: Después habló Canalejas al rey de los conflictos entre la capital y el trabajo y dijo que las noticias oficiales de Huelva eran muy optimistas, pudiendo considerarse conjurado el conflicto. (27, 517, 273, 577)
paragraph: En estas entrevistas se acordó que los nuevos ministros se posesionaran hoy, á las doce del mediodía. (27, 1847, 273, 1885)
paragraph: Se sabe que se ha reunido la Asociación femenina socialista, y ha dirigido un llamamiento á las mujeres para que asistan al mitin que se celebrará. (288, 2018, 534, 2067)
paragraph: Esta buena la salud en Madrid, la salud que se relaciona con el vigor prolífico de la raza! Y unidos tan estúpidos. (810, 1189, 1056, 1226)
paragraph: Merino pronunció un discurso elogiando al nuevo ministro y mostrando su reconocimiento al personal del ministerio por la cooperación que le había prestado. (27, 1536, 273, 1585)
dateline: Madrid, 3, 0,45. (968, 1381, 1056, 1394)
divider (1336, 1192, 1576, 1195)
paragraph: Por una indisposición del segundo de los Encinas no se pudo jugar la tarde de ayer el partido anunciado en el frontón cubierto del paseo de Atocha. (1071, 1950, 1318, 1999)
paragraph: En cuanto á Barcelona, dijo que tenía buenas impresiones y que confía en que pronto termine la huelga, toda vez que habían reanudado el trabajo muchos obreros y circulaban muchos carros, reinando completa tranquilidad. (27, 579, 273, 652)
paragraph: El Gobierno pasó después á cumplimentar á los restantes miembros de la familia real, y á continuación se reunieron bajo la presidencia del rey, para cambiar impresiones, durante quince minutos escasos, sobre los asuntos pendientes. (27, 1195, 273, 1268)
paragraph: ¡Era bonito, era feo, el calvo lleno de pelo ó calvo? En esto, el historiógrafo ha estado muy discreto y sabio por demás, pues ha puesto al yo historiador es muy listo, que Martín Schucalde no era de los de la prole de la nariz en forma de mano. (1332, 1638, 1580, 1711)
paragraph: Es indudable que el renombrado equipo del Racing será firmemente vencido á pesar de la resistencia que ofrezca á sus contrarios; pero, desde luego, se puede asegurar que el público que asista á estos partidos saldrá contento de haber admirado á sus maestros en este deporte. (549, 1395, 795, 1481)
paragraph: En la Cámara regia se encontraba don Alfonso rodeado de los jefes de Palacio y de los ayudantes de guardia. (27, 1068, 273, 1106)
paragraph: Parece que la operación requería algunos esfuerzos y para facilitarla fueron varios los que acudieron en ayuda de los demás. (810, 1947, 1056, 1985)
paragraph: —Se ha constituido en esta localidad, bajo el título de "El Sport", un importante núcleo, en su mayoría jóvenes, que procederá á celebrar concursos de pelota, fomentar el juego y preparar veladas recreativas y excursiones ciclistas, pedestres y otras. (1071, 733, 1318, 806)
paragraph: El ajustador Francisco Odriozola, cuyas heridas no eran de gravedad, fué trasladado inmediatamente á la Casa de Socorro, donde se le curó de quemaduras de segundo grado en la región intercostal derecha y herida contusa en la región superciliar, pasando después en una camilla á su domicilio. Este herido es casado y cuenta 38 años. (1071, 181, 1318, 278)
paragraph: —Entre los elementos democráticos y, sus afines, ha causado el mejor efecto y entusiasmo la ratificación de confianza absoluta que el Rey otorga al Gobierno, y la confianza que lo distingue al señor presidente del Consejo de ministros, cuya fotografía, con dedicatoria y firma de su puño y letra, se ha colocado en el salón de honor del Casino Liberal. (1071, 807, 1318, 917)
paragraph: Parece que no estamos muy seguros del éxito; no disponemos más que de un severísimo para la resolución de ese magno problema... ¡Quizá mejor? (810, 544, 1056, 593)
paragraph: Añadió que había dado también cuenta al rey de una noticia muy satisfactoria para España: la de que se había recibido un telegrama oficial de Tánger participando que, procedente de Fez, había llegado á dicha plaza un emisario del sultán trayendo los documentos firmados por Muley Hafid, ratificando el tratado con España. (27, 330, 273, 427)
paragraph: Dijo también Canalejas que á las dos y media de la tarde juraron el cargo los nuevos ministros y que después de la ceremonia cambiaron impresiones con el rey, aunque esta entrevista tendría carácter de Consejillo. (27, 229, 273, 291)
paragraph: Para esta noche había sido convocada la Agrupación socialista de Bilbao, con objeto de tratar de la venida de Lerroux, pero se ha suspendido la reunión por considerar con esto el Comité de la Conjunción. (549, 192, 795, 254)
paragraph: De conformidad con el contrato de adjudicación de las líneas del tranvía de Bilbao á Durango y Arratia por la Compañía de los Ferrocarriles Vascongados, ésta ha tomado á su cargo el servicio de esas líneas. (549, 423, 795, 484)
dateline: Bilbao 2, 10-40. (447, 1288, 534, 1302)
ad-title: JABÓN LIMAN (1340, 600, 1498, 623)
paragraph: Presenciaron el acto todo el personal del ministerio y las autoridades civiles de esta corte. (27, 1498, 273, 1534)
paragraph: Con numerosa concurrencia se celebró ayer tarde en la iglesia parroquial de Santa María, el oficio de Párvulo por el niño Julián González Yoste. (288, 951, 534, 1000)
subhead: (De nuestro corresponsal) (592, 1798, 752, 1812)
paragraph: Alonso Castrillo manifestó anoche que se propone que continúen en sus puestos los altos funcionarios del ministerio de la Gobernación, puesto que desea que le ayuden á él como habían ayudado al ministro anterior. (810, 1396, 1056, 1458)
ad-text: Restaurant á la carta. Sesiones de cine á las 6 de la tarde á nueve y media de la noche. (1338, 676, 1574, 712)
paragraph: Regresará mañana á las ocho de la noche. (40, 1989, 261, 2001)
paragraph: En verdad, se encuentran entre los versos del poema de arriba, los versos localizados á versos abajos. (1332, 1750, 1580, 1787)
column-6 (1326, 69, 1587, 2259)
paragraph: Para esta tarde se ha organizado una interesante combinación. (1332, 355, 1580, 381)
